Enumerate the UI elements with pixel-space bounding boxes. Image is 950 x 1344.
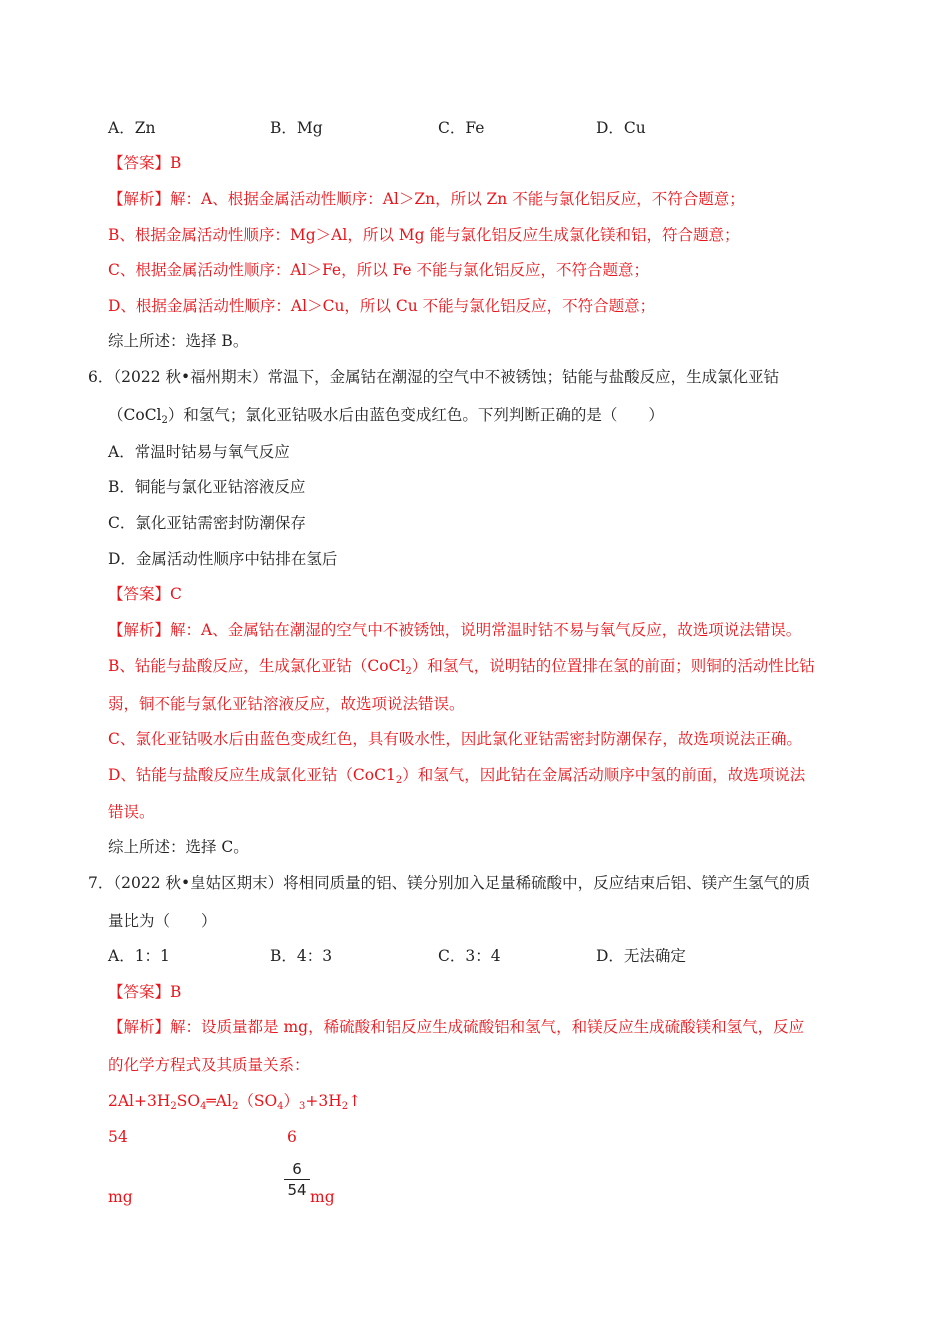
q6-answer: 【答案】C bbox=[108, 585, 182, 603]
var-h2: mg bbox=[310, 1188, 335, 1206]
subscript: 2 bbox=[170, 1101, 177, 1112]
fraction-numerator: 6 bbox=[292, 1160, 302, 1178]
q7-option-c: C．3：4 bbox=[438, 947, 501, 965]
q5-summary: 综上所述：选择 B。 bbox=[108, 332, 249, 350]
analysis-label: 【解析】 bbox=[108, 621, 171, 639]
q6-option-b: B．铜能与氯化亚钴溶液反应 bbox=[108, 478, 306, 496]
q7-analysis-2: 的化学方程式及其质量关系： bbox=[108, 1056, 310, 1074]
q6-analysis-5 bbox=[108, 765, 805, 785]
eq-part: ═Al bbox=[206, 1092, 232, 1110]
q5-analysis-4: D、根据金属活动性顺序：Al＞Cu，所以 Cu 不能与氯化铝反应，不符合题意； bbox=[108, 297, 656, 315]
subscript: 4 bbox=[277, 1101, 284, 1112]
q6-option-c: C．氯化亚钴需密封防潮保存 bbox=[108, 514, 306, 532]
q7-answer: 【答案】B bbox=[108, 983, 182, 1001]
q6-stem-text: ）和氢气；氯化亚钴吸水后由蓝色变成红色。下列判断正确的是（ ） bbox=[167, 406, 664, 424]
q6-analysis-6: 错误。 bbox=[108, 803, 155, 821]
subscript: 2 bbox=[231, 1101, 239, 1112]
analysis-label: 【解析】 bbox=[108, 190, 171, 208]
eq-part: SO bbox=[176, 1092, 201, 1110]
q7-option-a: A．1：1 bbox=[108, 947, 170, 965]
eq-part: （SO bbox=[238, 1092, 278, 1110]
fraction-bar bbox=[284, 1179, 310, 1180]
q5-analysis-2: B、根据金属活动性顺序：Mg＞Al，所以 Mg 能与氯化铝反应生成氯化镁和铝，符合题意； bbox=[108, 226, 740, 244]
q5-option-c: C．Fe bbox=[438, 119, 485, 137]
q6-analysis-2 bbox=[108, 656, 815, 676]
q6-analysis-text: ）和氢气，因此钴在金属活动顺序中氢的前面，故选项说法 bbox=[402, 766, 806, 784]
q7-stem-2: 量比为（ ） bbox=[108, 912, 217, 930]
q6-analysis-text: D、钴能与盐酸反应生成氯化亚钴（CoC1 bbox=[108, 766, 396, 784]
q6-analysis-text: 解：A、金属钴在潮湿的空气中不被锈蚀，说明常温时钴不易与氧气反应，故选项说法错误。 bbox=[170, 621, 802, 639]
analysis-label: 【解析】 bbox=[108, 1018, 171, 1036]
q5-option-a: A．Zn bbox=[108, 119, 156, 137]
q7-analysis-1 bbox=[108, 1017, 804, 1037]
q6-summary: 综上所述：选择 C。 bbox=[108, 838, 249, 856]
subscript: 3 bbox=[299, 1101, 306, 1112]
eq-part: +3H bbox=[305, 1092, 342, 1110]
eq-part: ↑ bbox=[348, 1092, 362, 1110]
q7-stem-1: 7．（2022 秋•皇姑区期末）将相同质量的铝、镁分别加入足量稀硫酸中，反应结束后铝、镁产生氢气的质 bbox=[88, 874, 811, 892]
chemical-equation bbox=[108, 1091, 361, 1111]
q6-analysis-3: 弱，铜不能与氯化亚钴溶液反应，故选项说法错误。 bbox=[108, 695, 465, 713]
q6-analysis-text: ）和氢气，说明钴的位置排在氢的前面；则铜的活动性比钴 bbox=[411, 657, 815, 675]
q5-analysis-1 bbox=[108, 189, 745, 209]
q6-stem-text: （CoCl bbox=[108, 406, 162, 424]
subscript: 2 bbox=[161, 415, 168, 426]
q5-option-b: B．Mg bbox=[270, 119, 323, 137]
q6-analysis-text: B、钴能与盐酸反应，生成氯化亚钴（CoCl bbox=[108, 657, 406, 675]
mass-h2: 6 bbox=[287, 1128, 297, 1146]
q6-option-d: D．金属活动性顺序中钴排在氢后 bbox=[108, 550, 338, 568]
q7-option-d: D．无法确定 bbox=[596, 947, 686, 965]
eq-part: 2Al+3H bbox=[108, 1092, 171, 1110]
fraction bbox=[284, 1160, 310, 1199]
q6-option-a: A．常温时钴易与氧气反应 bbox=[108, 443, 290, 461]
q6-stem-1: 6．（2022 秋•福州期末）常温下，金属钴在潮湿的空气中不被锈蚀；钴能与盐酸反应，生成氯化亚钴 bbox=[88, 368, 780, 386]
subscript: 4 bbox=[200, 1101, 207, 1112]
q5-analysis-3: C、根据金属活动性顺序：Al＞Fe，所以 Fe 不能与氯化铝反应，不符合题意； bbox=[108, 261, 650, 279]
mass-al: 54 bbox=[108, 1128, 128, 1146]
eq-part: ） bbox=[283, 1092, 300, 1110]
q5-analysis-text: 解：A、根据金属活动性顺序：Al＞Zn，所以 Zn 不能与氯化铝反应，不符合题意； bbox=[170, 190, 745, 208]
q6-analysis-1 bbox=[108, 620, 801, 640]
q7-analysis-text: 解：设质量都是 mg，稀硫酸和铝反应生成硫酸铝和氢气，和镁反应生成硫酸镁和氢气，反应 bbox=[170, 1018, 805, 1036]
q5-option-d: D．Cu bbox=[596, 119, 646, 137]
q5-answer: 【答案】B bbox=[108, 154, 182, 172]
var-al: mg bbox=[108, 1188, 133, 1206]
q7-option-b: B．4：3 bbox=[270, 947, 333, 965]
q6-analysis-4: C、氯化亚钴吸水后由蓝色变成红色，具有吸水性，因此氯化亚钴需密封防潮保存，故选项说法正确。 bbox=[108, 730, 802, 748]
subscript: 2 bbox=[395, 775, 403, 786]
q6-stem-2 bbox=[108, 405, 664, 425]
fraction-denominator: 54 bbox=[287, 1181, 307, 1199]
subscript: 2 bbox=[405, 666, 412, 677]
subscript: 2 bbox=[341, 1101, 349, 1112]
